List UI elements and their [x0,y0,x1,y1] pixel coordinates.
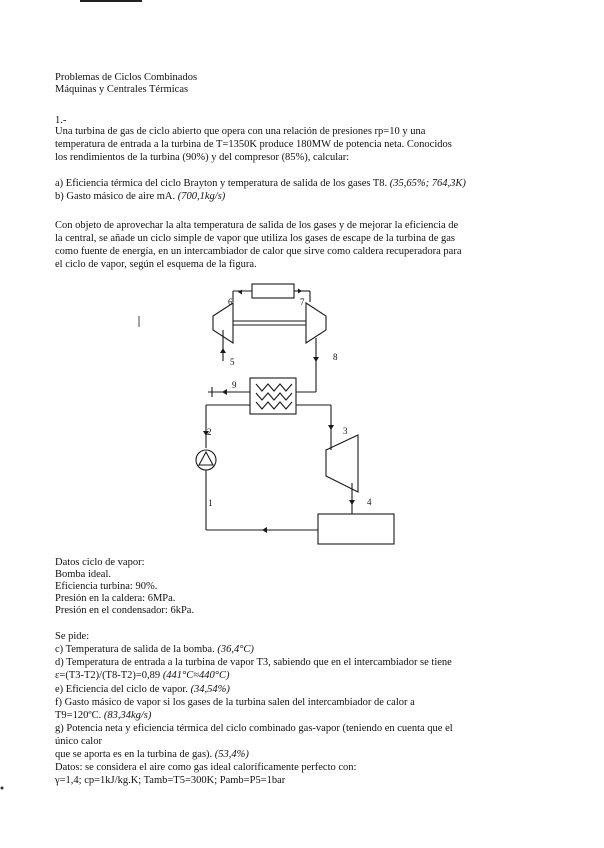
asks-title: Se pide: [55,631,90,642]
label-state-9: 9 [232,380,237,390]
intro-line-3: los rendimientos de la turbina (90%) y del compresor (85%), calcular: [55,152,350,163]
label-state-2: 2 [207,427,212,437]
arrow-1 [262,527,267,533]
ask-d-answer: (441°C≈440°C) [162,670,230,681]
part-b-answer: (700,1kg/s) [177,191,226,202]
part-a-answer: (35,65%; 764,3K) [389,178,466,189]
arrow-6 [238,290,242,295]
ask-g-line-1: g) Potencia neta y eficiencia térmica del ciclo combinado gas-vapor (teniendo en cuenta que el [55,723,453,734]
header-subtitle: Máquinas y Centrales Térmicas [55,84,189,95]
ask-d-line-1: d) Temperatura de entrada a la turbina de vapor T3, sabiendo que en el intercambiador se tiene [55,657,452,668]
label-state-5: 5 [230,357,235,367]
objective-line-4: el ciclo de vapor, según el esquema de la figura. [55,259,257,270]
ask-f-answer: (83,34kg/s) [103,710,152,721]
ask-d-line-2 [55,670,229,683]
ask-e [55,684,230,697]
hx-coil-2 [256,393,292,400]
ask-d-formula: ε=(T3-T2)/(T8-T2)=0,89 [55,670,161,681]
ask-g-answer: (53,4%) [214,749,249,760]
gas-turbine [306,303,326,343]
ask-c-text: c) Temperatura de salida de la bomba. [55,644,215,655]
combustion-chamber [252,284,294,298]
arrow-7 [298,289,302,294]
scan-edge-mark [0,784,6,792]
ask-f-line-2 [55,710,151,723]
arrow-3 [328,425,334,430]
ask-e-text: e) Eficiencia del ciclo de vapor. [55,684,188,695]
arrow-5 [220,348,226,353]
intro-line-1: Una turbina de gas de ciclo abierto que opera con una relación de presiones rp=10 y una [55,126,426,137]
arrow-4 [349,500,355,505]
arrow-8 [313,357,319,362]
label-state-6: 6 [228,297,233,307]
part-b-text: b) Gasto másico de aire mA. [55,191,176,202]
hx-coil-3 [256,402,292,409]
objective-line-1: Con objeto de aprovechar la alta temperatura de salida de los gases y de mejorar la eficiencia de [55,220,459,231]
label-state-8: 8 [333,352,338,362]
label-state-4: 4 [367,497,372,507]
ask-g-text: que se aporta es en la turbina de gas). [55,749,213,760]
label-state-3: 3 [343,426,348,436]
vapor-data-item: Presión en la caldera: 6MPa. [55,593,176,604]
condenser [318,514,394,544]
ask-f-line-1: f) Gasto másico de vapor si los gases de la turbina salen del intercambiador de calor a [55,697,415,708]
ask-c-answer: (36,4°C) [217,644,254,655]
intro-line-2: temperatura de entrada a la turbina de T=1350K produce 180MW de potencia neta. Conocidos [55,139,452,150]
vapor-data-item: Presión en el condensador: 6kPa. [55,605,195,616]
problem-number: 1.- [55,115,67,126]
vapor-data-title: Datos ciclo de vapor: [55,557,145,568]
objective-line-3: como fuente de energía, en un intercambiador de calor que sirve como caldera recuperadora para [55,246,462,257]
header-title: Problemas de Ciclos Combinados [55,72,198,83]
ask-g-line-2: único calor [55,736,102,747]
pump-symbol [199,452,213,465]
vapor-data-item: Bomba ideal. [55,569,111,580]
data-footer-line-2: γ=1,4; cp=1kJ/kg.K; Tamb=T5=300K; Pamb=P5=1bar [55,775,286,786]
arrow-9 [222,389,227,395]
hx-coil-1 [256,384,292,391]
ask-f-text: T9=120ºC. [55,710,102,721]
ask-e-answer: (34,54%) [190,684,230,695]
label-state-1: 1 [208,498,213,508]
part-a-text: a) Eficiencia térmica del ciclo Brayton y temperatura de salida de los gases T8. [55,178,388,189]
vapor-data-item: Eficiencia turbina: 90%. [55,581,158,592]
ask-c [55,644,254,657]
label-state-7: 7 [300,297,305,307]
objective-line-2: la central, se añade un ciclo simple de vapor que utiliza los gases de escape de la turbina de gas [55,233,456,244]
ask-g-line-3 [55,749,249,762]
data-footer-line-1: Datos: se considera el aire como gas ideal caloríficamente perfecto con: [55,762,357,773]
